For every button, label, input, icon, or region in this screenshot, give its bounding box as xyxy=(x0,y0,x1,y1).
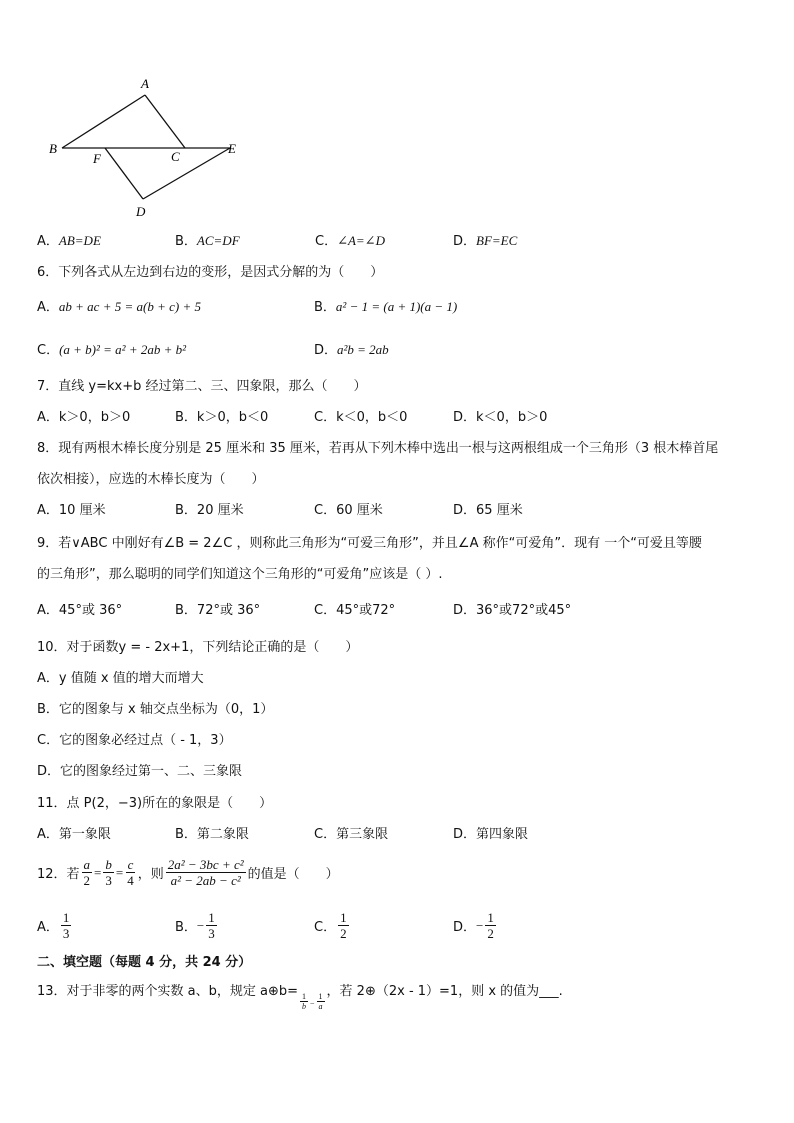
fraction-a-over-2: $\frac{a}{2}$ xyxy=(83,857,91,888)
segment-FD xyxy=(105,148,143,199)
q7-option-d[interactable]: D．k＜0，b＞0 xyxy=(453,410,548,425)
q7-option-c[interactable]: C．k＜0，b＜0 xyxy=(314,410,408,425)
q9-option-d[interactable]: D．36°或72°或45° xyxy=(453,603,572,618)
q9-stem-line1: 9．若∨ABC 中刚好有∠B = 2∠C ，则称此三角形为“可爱三角形”，并且∠A 称作“可爱角”．现有 一个“可爱且等腰 xyxy=(37,536,702,551)
q12-option-d[interactable]: D． − $\frac{1}{2}$ xyxy=(453,910,494,941)
fraction-b-over-3: $\frac{b}{3}$ xyxy=(105,857,112,888)
label-B: B xyxy=(49,141,57,156)
q8-option-a[interactable]: A．10 厘米 xyxy=(37,503,106,518)
q5-option-a[interactable]: A．AB=DE xyxy=(37,233,101,249)
q7-stem: 7．直线 y=kx+b 经过第二、三、四象限，那么（ ） xyxy=(37,379,367,394)
q12-option-c[interactable]: C． $\frac{1}{2}$ xyxy=(314,910,347,941)
q11-option-a[interactable]: A．第一象限 xyxy=(37,827,111,842)
q6-option-d[interactable]: D．a²b = 2ab xyxy=(314,342,389,358)
q12-stem: 12．若 $\frac{a}{2}$ = $\frac{b}{3}$ = $\frac{c}{4}$ ，则 $\frac{\text{2a² − 3bc + c²}}{\text{a² − 2ab − c²}}$ 的值是（ ） xyxy=(37,857,339,888)
q10-option-b[interactable]: B．它的图象与 x 轴交点坐标为（0，1） xyxy=(37,702,274,717)
q10-stem: 10．对于函数y = - 2x+1，下列结论正确的是（ ） xyxy=(37,640,359,655)
q8-option-c[interactable]: C．60 厘米 xyxy=(314,503,383,518)
q9-stem-line2: 的三角形”，那么聪明的同学们知道这个三角形的“可爱角”应该是（ ）. xyxy=(37,567,443,582)
q6-stem: 6．下列各式从左边到右边的变形，是因式分解的为（ ） xyxy=(37,265,384,280)
geometry-figure xyxy=(40,72,250,222)
q6-option-a[interactable]: A．ab + ac + 5 = a(b + c) + 5 xyxy=(37,299,201,315)
label-E: E xyxy=(228,141,236,156)
q5-option-b[interactable]: B．AC=DF xyxy=(175,233,240,249)
fraction-1-over-a: $\frac{1}{a}$ xyxy=(318,992,323,1011)
q7-option-a[interactable]: A．k＞0，b＞0 xyxy=(37,410,131,425)
q10-option-c[interactable]: C．它的图象必经过点（ - 1，3） xyxy=(37,733,232,748)
q13-stem: 13．对于非零的两个实数 a、b，规定 a⊕b= $\frac{1}{b}$ − $\frac{1}{a}$ ，若 2⊕（2x - 1）=1，则 x 的值为___. xyxy=(37,984,563,1011)
q8-stem-line2: 依次相接），应选的木棒长度为（ ） xyxy=(37,472,265,487)
option-fraction: $\frac{1}{3}$ xyxy=(208,910,215,941)
section-heading: 二、填空题（每题 4 分，共 24 分） xyxy=(37,955,252,970)
q7-option-b[interactable]: B．k＞0，b＜0 xyxy=(175,410,269,425)
q12-option-a[interactable]: A． $\frac{1}{3}$ xyxy=(37,910,70,941)
q11-option-d[interactable]: D．第四象限 xyxy=(453,827,529,842)
q6-option-c[interactable]: C．(a + b)² = a² + 2ab + b² xyxy=(37,342,187,358)
label-C: C xyxy=(171,149,180,164)
segment-DE xyxy=(143,148,230,199)
q11-option-b[interactable]: B．第二象限 xyxy=(175,827,249,842)
q10-option-a[interactable]: A．y 值随 x 值的增大而增大 xyxy=(37,671,204,686)
q5-option-c[interactable]: C．∠A=∠D xyxy=(315,233,385,249)
option-fraction: $\frac{1}{2}$ xyxy=(340,910,347,941)
q8-stem-line1: 8．现有两根木棒长度分别是 25 厘米和 35 厘米，若再从下列木棒中选出一根与这两根组成一个三角形（3 根木棒首尾 xyxy=(37,441,719,456)
q12-option-b[interactable]: B． − $\frac{1}{3}$ xyxy=(175,910,215,941)
segment-BA xyxy=(62,95,145,148)
q10-option-d[interactable]: D．它的图象经过第一、二、三象限 xyxy=(37,764,243,779)
label-D: D xyxy=(136,204,146,219)
q8-option-d[interactable]: D．65 厘米 xyxy=(453,503,523,518)
segment-AC xyxy=(145,95,185,148)
fraction-1-over-b: $\frac{1}{b}$ xyxy=(302,992,307,1011)
big-fraction: $\frac{\text{2a² − 3bc + c²}}{\text{a² − 2ab − c²}}$ xyxy=(167,857,244,888)
label-F: F xyxy=(93,151,101,166)
option-fraction: $\frac{1}{2}$ xyxy=(487,910,494,941)
option-fraction: $\frac{1}{3}$ xyxy=(62,910,70,941)
q11-stem: 11．点 P(2，−3)所在的象限是（ ） xyxy=(37,796,273,811)
fraction-c-over-4: $\frac{c}{4}$ xyxy=(127,857,134,888)
q9-option-c[interactable]: C．45°或72° xyxy=(314,603,396,618)
q5-option-d[interactable]: D．BF=EC xyxy=(453,233,518,249)
q9-option-b[interactable]: B．72°或 36° xyxy=(175,603,261,618)
label-A: A xyxy=(141,76,149,91)
q8-option-b[interactable]: B．20 厘米 xyxy=(175,503,244,518)
q9-option-a[interactable]: A．45°或 36° xyxy=(37,603,123,618)
q11-option-c[interactable]: C．第三象限 xyxy=(314,827,389,842)
q6-option-b[interactable]: B．a² − 1 = (a + 1)(a − 1) xyxy=(314,299,458,315)
